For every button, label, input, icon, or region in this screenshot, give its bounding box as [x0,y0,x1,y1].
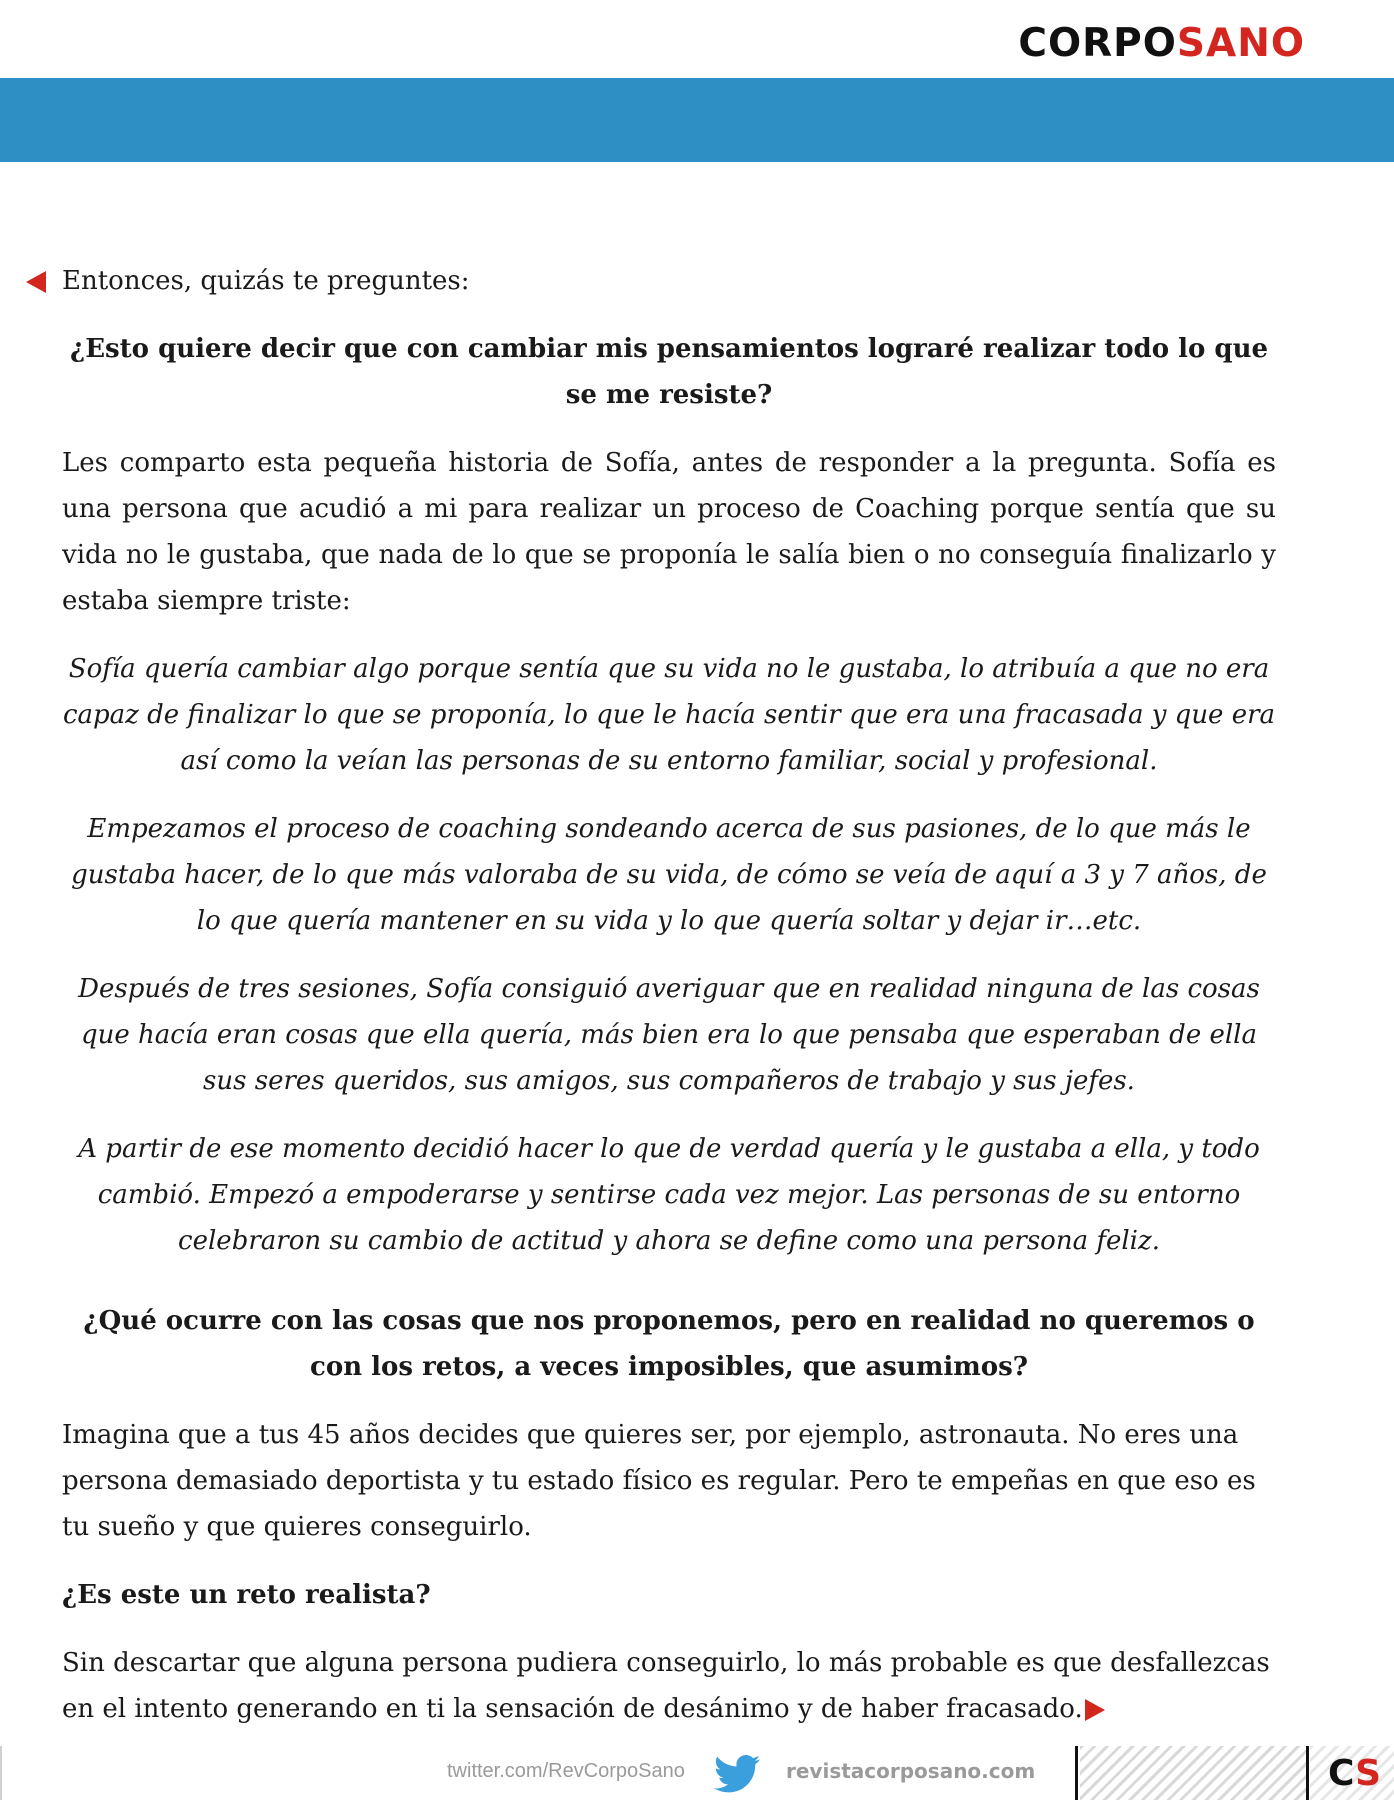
intro-paragraph: Les comparto esta pequeña historia de Sofía, antes de responder a la pregunta. Sofía es una persona que acudió a mi para realizar un proceso de Coaching porque sentía que su vida no le gustaba, que nada de lo que se proponía le salía bien o no conseguía finalizarlo y estaba siempre triste: [62,448,1276,616]
footer-divider [1075,1746,1078,1800]
brand-logo [1018,20,1305,68]
cs-logo [1328,1754,1381,1794]
lead-text: Entonces, quizás te preguntes: [62,266,470,296]
footer-stripes [1080,1746,1306,1800]
article-body [62,258,1276,1754]
next-arrow-icon [1085,1699,1105,1721]
story-paragraph: A partir de ese momento decidió hacer lo que de verdad quería y le gustaba a ella, y todo cambió. Empezó a empoderarse y sentirse cada vez mejor. Las personas de su entorno celebraron su cambio de actitud y ahora se define como una persona feliz. [78,1134,1260,1256]
website-link[interactable]: revistacorposano.com [786,1759,1036,1783]
twitter-bird-icon[interactable] [714,1754,760,1794]
back-arrow-icon [26,271,46,293]
brand-logo-part2: SANO [1176,21,1305,66]
body-paragraph: Imagina que a tus 45 años decides que quieres ser, por ejemplo, astronauta. No eres una persona demasiado deportista y tu estado físico es regular. Pero te empeñas en que eso es tu sueño y que quieres conseguirlo. [62,1420,1256,1542]
question-heading-2: ¿Qué ocurre con las cosas que nos proponemos, pero en realidad no queremos o con los retos, a veces imposibles, que asumimos? [83,1306,1255,1382]
question-heading-1: ¿Esto quiere decir que con cambiar mis pensamientos lograré realizar todo lo que se me resiste? [69,334,1269,410]
closing-text: Sin descartar que alguna persona pudiera conseguirlo, lo más probable es que desfallezcas en el intento generando en ti la sensación de desánimo y de haber fracasado. [62,1648,1270,1724]
closing-paragraph [62,1640,1276,1732]
story-paragraph: Empezamos el proceso de coaching sondeando acerca de sus pasiones, de lo que más le gustaba hacer, de lo que más valoraba de su vida, de cómo se veía de aquí a 3 y 7 años, de lo que quería mantener en su vida y lo que quería soltar y dejar ir…etc. [71,814,1267,936]
question-heading-3: ¿Es este un reto realista? [62,1580,431,1610]
brand-logo-part1: CORPO [1018,21,1177,66]
lead-paragraph [62,258,1276,304]
cs-logo-c: C [1328,1753,1356,1794]
story-paragraph: Después de tres sesiones, Sofía consiguió averiguar que en realidad ninguna de las cosas que hacía eran cosas que ella quería, más bien era lo que pensaba que esperaban de ella sus seres queridos, sus amigos, sus compañeros de trabajo y sus jefes. [78,974,1260,1096]
footer-edge [0,1746,2,1800]
header-band [0,78,1394,162]
twitter-link[interactable]: twitter.com/RevCorpoSano [447,1760,685,1782]
cs-logo-box [1310,1746,1394,1800]
story-paragraph: Sofía quería cambiar algo porque sentía que su vida no le gustaba, lo atribuía a que no era capaz de finalizar lo que se proponía, lo que le hacía sentir que era una fracasada y que era así como la veían las personas de su entorno familiar, social y profesional. [62,654,1276,776]
footer-bar [0,1746,1394,1800]
cs-logo-s: S [1355,1753,1382,1794]
footer-divider [1306,1746,1309,1800]
